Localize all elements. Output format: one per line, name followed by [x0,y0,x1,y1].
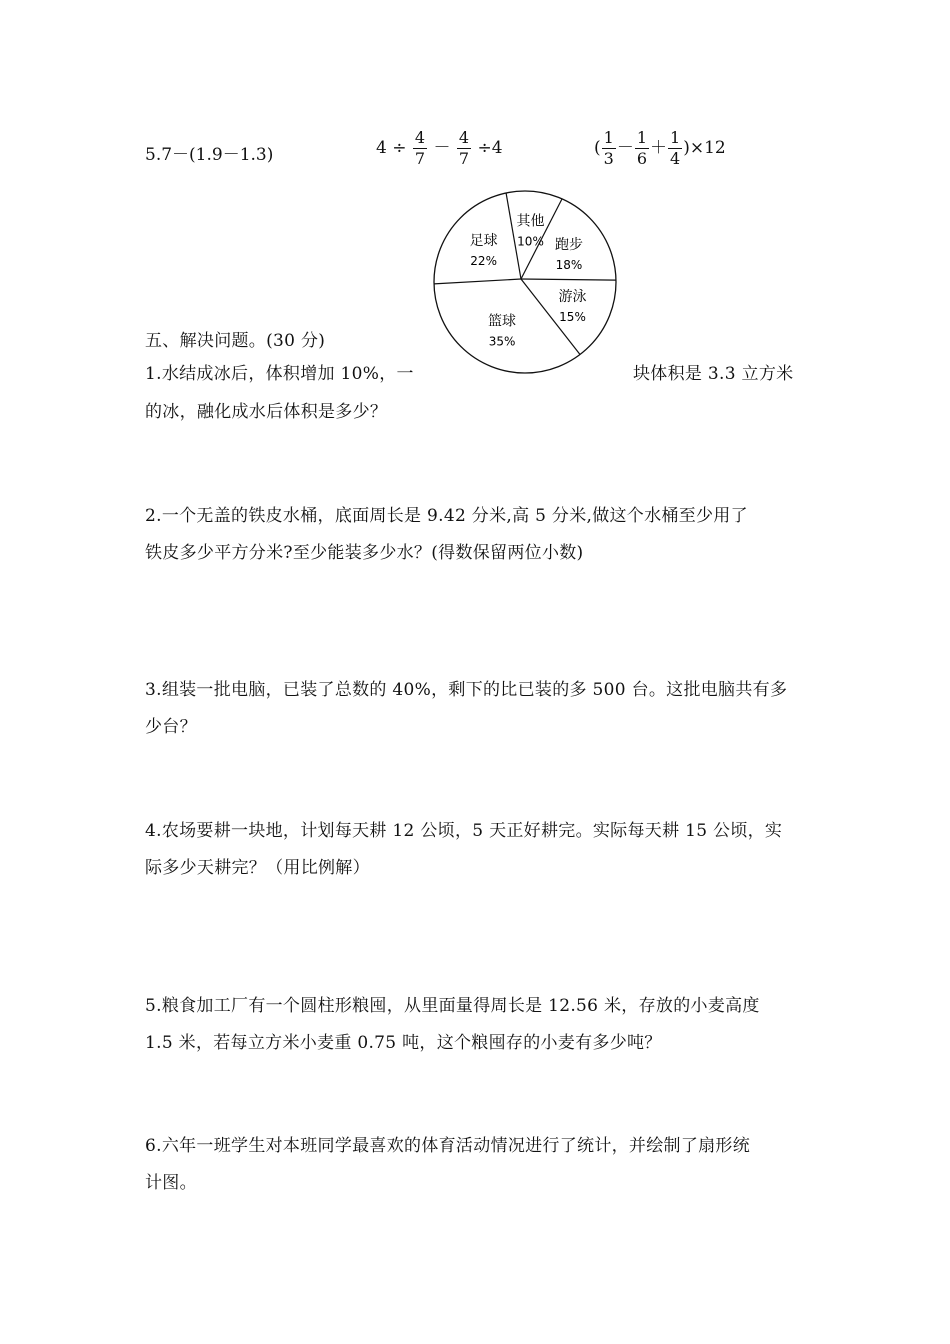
problem-4-line-2: 际多少天耕完？（用比例解） [145,858,370,878]
problem-2-line-2: 铁皮多少平方分米?至少能装多少水？(得数保留两位小数) [145,543,584,563]
pie-slice-percent: 18% [555,257,583,272]
problem-5-line-2: 1.5 米，若每立方米小麦重 0.75 吨，这个粮囤存的小麦有多少吨？ [145,1033,662,1053]
fraction: $\frac{4}{7}$ [458,128,470,168]
expression-3: ( $\frac{1}{3}$ － $\frac{1}{6}$ ＋ $\frac{1}{4}$ )×12 [594,128,726,168]
pie-slice-percent: 15% [559,309,586,324]
pie-slice-percent: 22% [470,254,497,269]
problem-6-line-1: 6.六年一班学生对本班同学最喜欢的体育活动情况进行了统计，并绘制了扇形统 [145,1136,751,1156]
expression-2: 4 ÷ $\frac{4}{7}$ － $\frac{4}{7}$ ÷4 [376,128,503,168]
pie-slice-percent: 35% [488,334,516,349]
section-title: 五、解决问题。(30 分) [145,331,326,351]
expression-1: 5.7－(1.9－1.3) [145,145,274,165]
fraction: $\frac{4}{7}$ [414,128,426,168]
fraction: $\frac{1}{3}$ [603,128,614,168]
fraction: $\frac{1}{4}$ [670,128,681,168]
pie-slice-label: 跑步 [554,236,583,253]
pie-chart [425,182,625,382]
problem-4-line-1: 4.农场要耕一块地，计划每天耕 12 公顷，5 天正好耕完。实际每天耕 15 公顷，实 [145,821,783,841]
problem-1-line-1: 1.水结成冰后，体积增加 10%，一 [145,364,414,384]
problem-1-line-1-right: 块体积是 3.3 立方米 [633,364,794,384]
problem-6-line-2: 计图。 [145,1173,197,1193]
pie-slice-label: 篮球 [488,313,517,330]
pie-slice-label: 游泳 [558,288,587,305]
problem-1-line-2: 的冰，融化成水后体积是多少？ [145,402,388,422]
problem-3-line-2: 少台？ [145,717,197,737]
pie-slice-percent: 10% [517,234,544,249]
pie-slice-label: 其他 [516,213,545,230]
problem-5-line-1: 5.粮食加工厂有一个圆柱形粮囤，从里面量得周长是 12.56 米，存放的小麦高度 [145,996,760,1016]
fraction: $\frac{1}{6}$ [636,128,648,168]
problem-3-line-1: 3.组装一批电脑，已装了总数的 40%，剩下的比已装的多 500 台。这批电脑共有多 [145,680,788,700]
pie-slice-label: 足球 [469,233,498,250]
problem-2-line-1: 2.一个无盖的铁皮水桶，底面周长是 9.42 分米,高 5 分米,做这个水桶至少用了 [145,506,748,526]
